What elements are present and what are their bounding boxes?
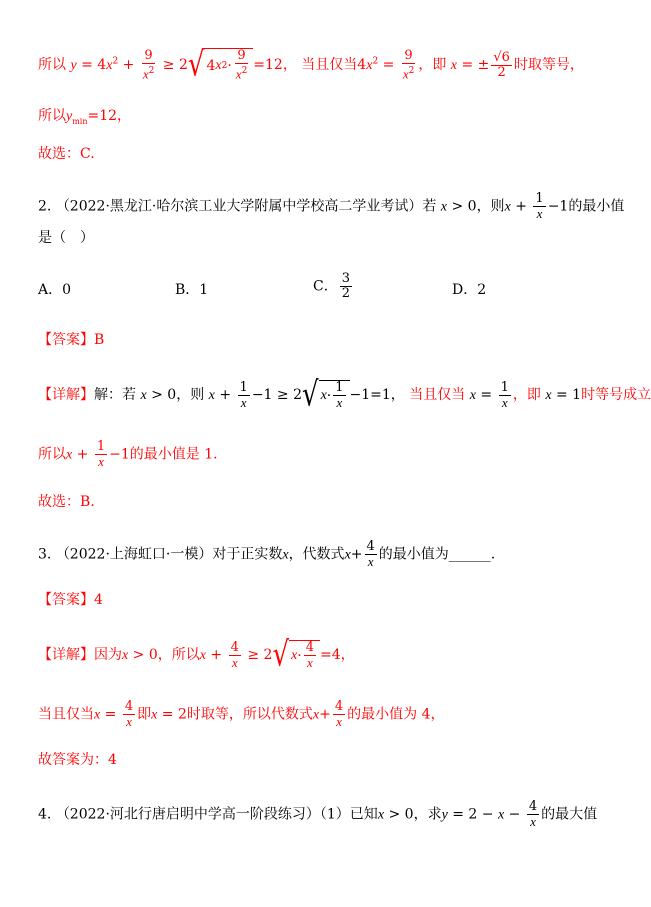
answer-3: 【答案】4 <box>38 592 103 608</box>
math: y <box>70 58 77 74</box>
option-a: A．0 <box>38 282 72 298</box>
question-4: 4. （2022·河北行唐启明中学高一阶段练习）（1）已知x > 0，求y = 2 − x − $\frac{4}{x}$ 的最大值 <box>38 799 598 829</box>
option-d: D．2 <box>452 282 487 298</box>
conclusion-2: 所以x + $\frac{1}{x}$ −1的最小值是 1. <box>38 439 218 469</box>
sqrt: √ 4 x 2 · $\frac{9}{x^2}$ <box>188 48 253 82</box>
final-answer-3: 故答案为：4 <box>38 752 117 768</box>
options-row <box>38 271 598 308</box>
fraction: $\frac{√6}{2}$ <box>493 49 510 80</box>
question-2-cont: 是（ ） <box>38 230 94 246</box>
option-c: C． $\frac{3}{2}$ <box>313 271 350 301</box>
option-b: B．1 <box>175 282 209 298</box>
select-c: 故选：C. <box>38 146 95 162</box>
question-3: 3. （2022·上海虹口·一模）对于正实数x，代数式x+ $\frac{4}{x}$ 的最小值为______. <box>38 539 496 569</box>
select-b: 故选：B. <box>38 494 95 510</box>
answer-2: 【答案】B <box>38 332 105 348</box>
solution-line-1: 所以 $y = 4x^2$ + $\frac{9}{x^2}$ ≥ 2 √ 4 x 2 · $\frac{9}{x^2}$ =12， 当且仅当$4x^2$ = $\frac{9}{x^2}$ ，即 x = ± $\frac{√6}{2}$ 时取等号， <box>38 45 584 85</box>
solution-line-2: 所以$y_{min}=12$， <box>38 108 132 126</box>
fraction: $\frac{1}{x}$ <box>535 191 544 221</box>
detail-3: 【详解】因为x > 0，所以x + $\frac{4}{x}$ ≥ 2 √ x · $\frac{4}{x}$ =4， <box>38 635 355 675</box>
fraction: $\frac{9}{x^2}$ <box>142 47 155 81</box>
question-2: 2. （2022·黑龙江·哈尔滨工业大学附属中学校高二学业考试）若 x > 0，则x + $\frac{1}{x}$ −1的最小值 <box>38 191 625 221</box>
condition-3: 当且仅当x = $\frac{4}{x}$ 即x = 2时取等，所以代数式x+ $\frac{4}{x}$ 的最小值为 4， <box>38 699 445 729</box>
fraction: $\frac{9}{x^2}$ <box>402 47 415 81</box>
detail-2: 【详解】解：若 x > 0，则 x + $\frac{1}{x}$ −1 ≥ 2 √ x · $\frac{1}{x}$ −1=1， 当且仅当 x = $\frac{1}{x}$ ，即 x = 1时等号成立 <box>38 375 651 415</box>
